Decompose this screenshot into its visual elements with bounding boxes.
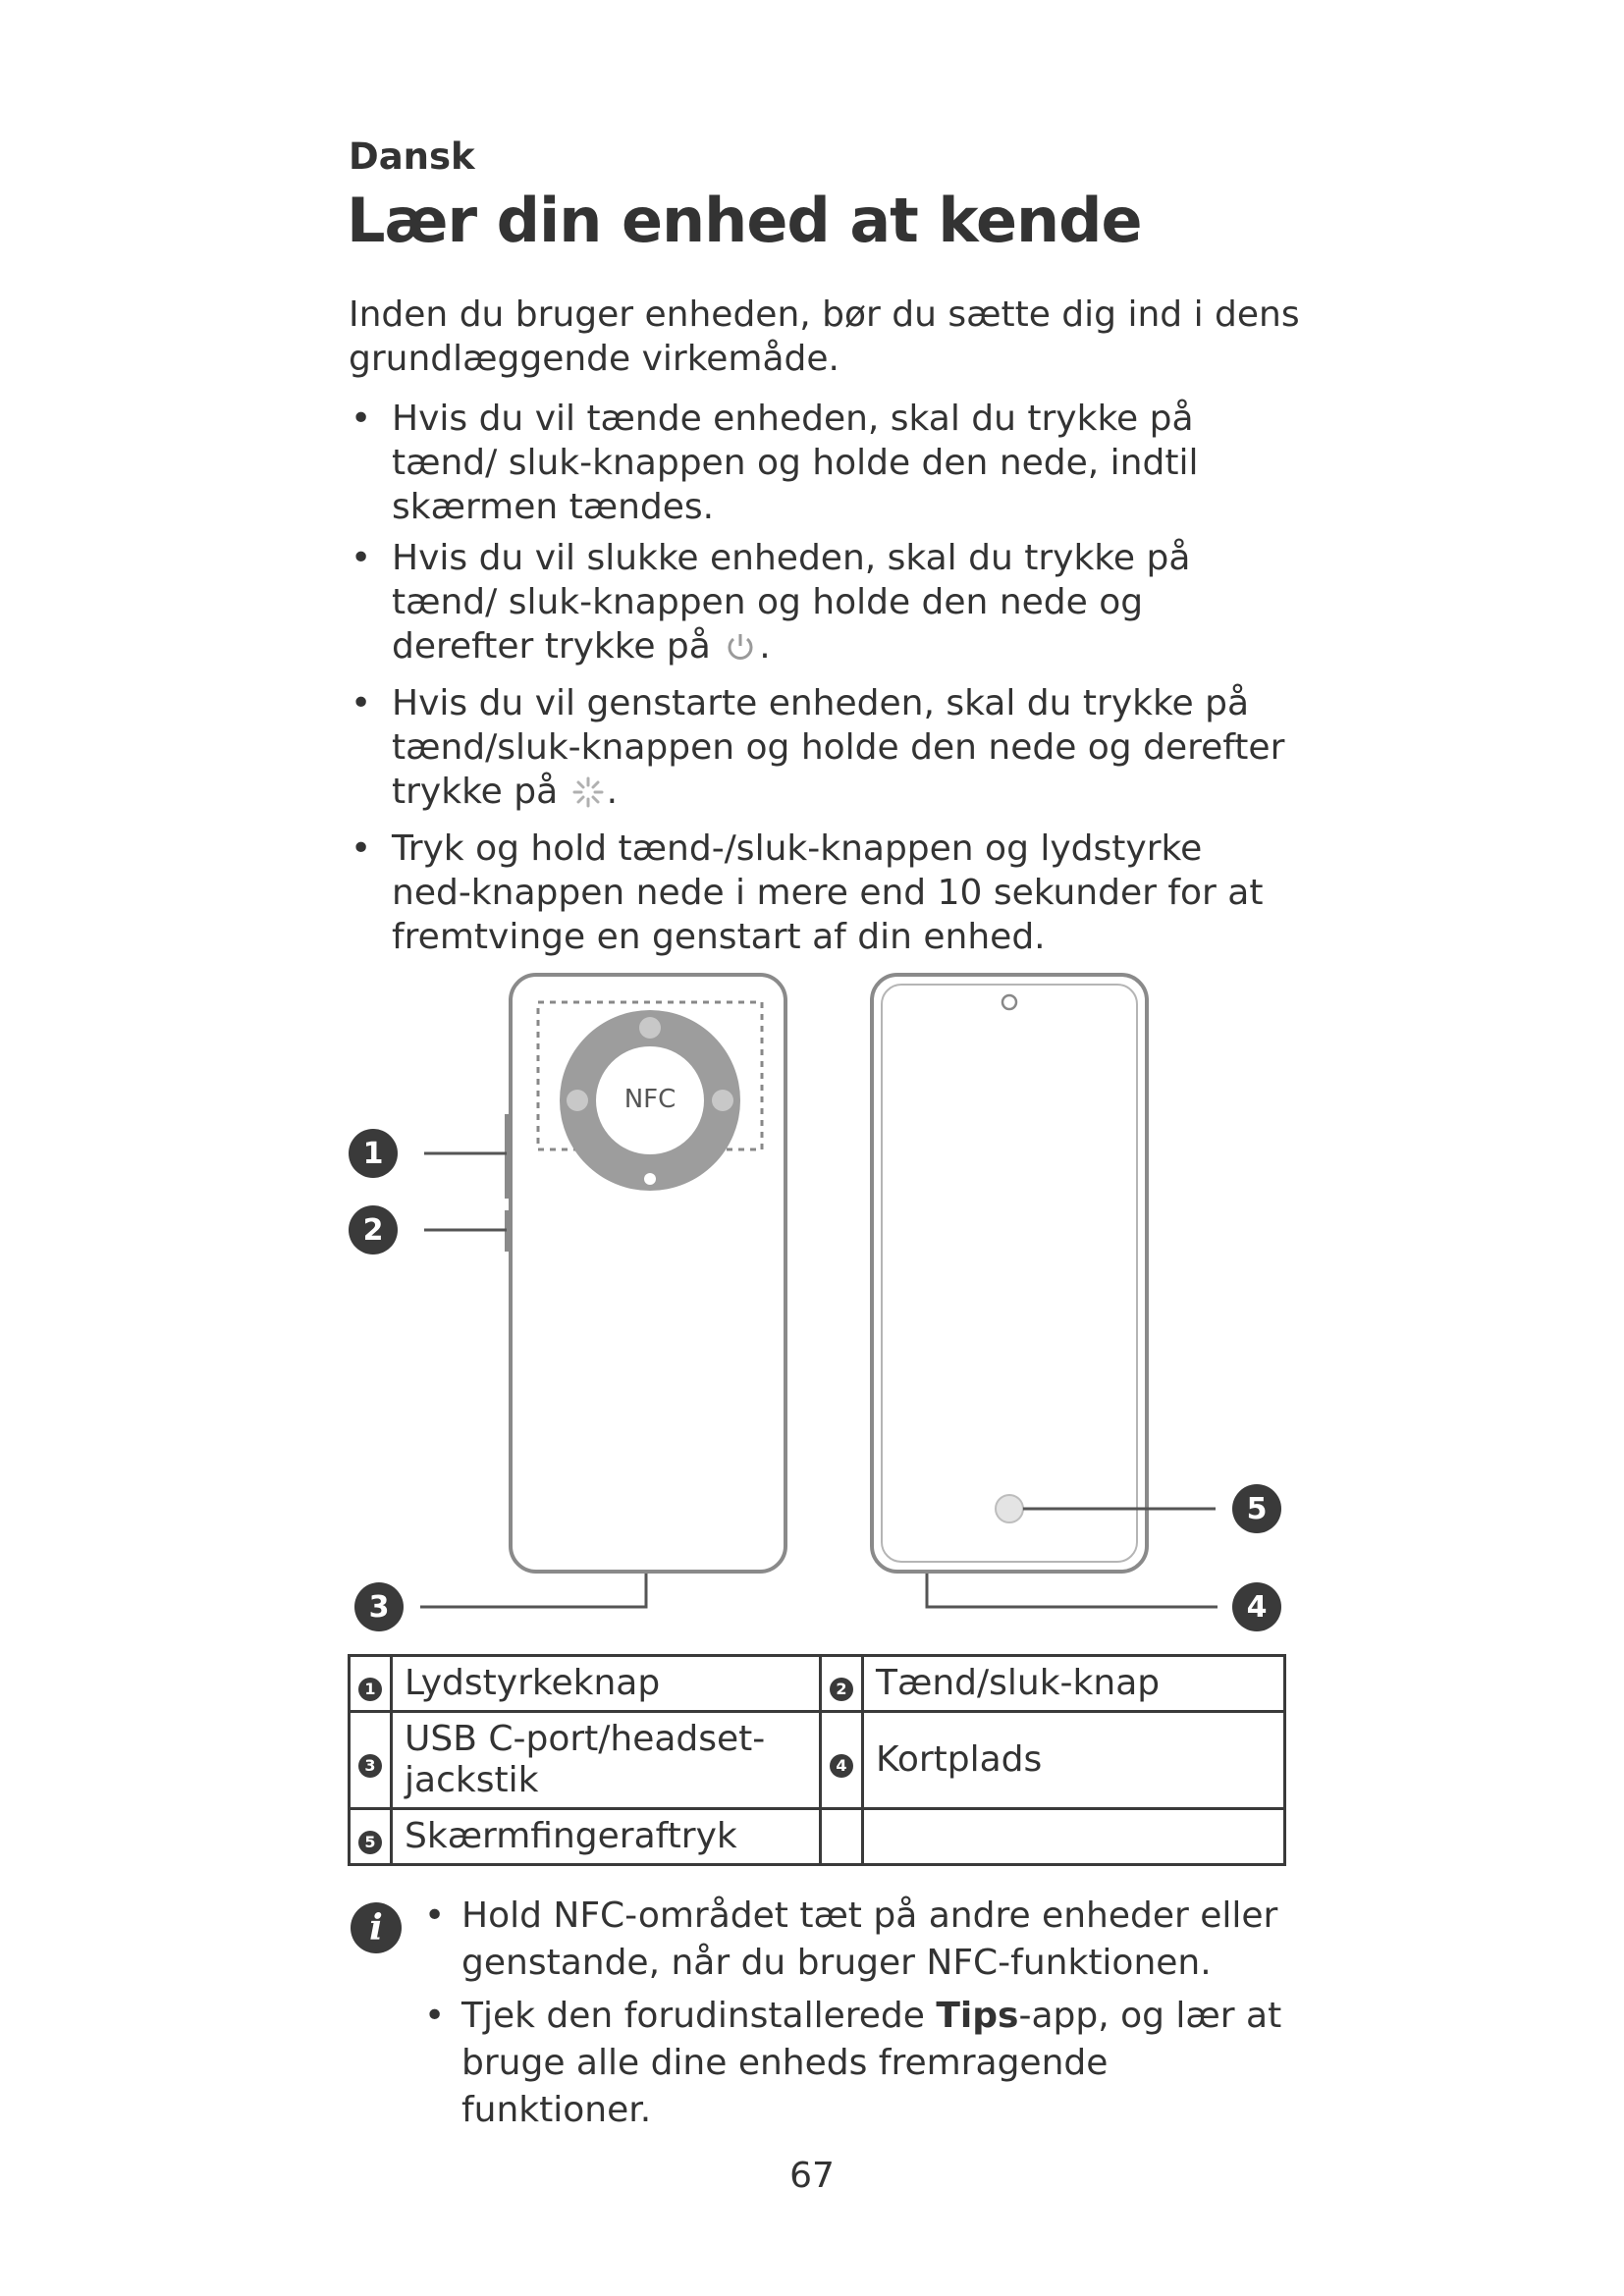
info-icon: i [351,1902,402,1953]
list-item [422,1993,1306,2134]
table-cell [863,1656,1285,1712]
intro-paragraph: Inden du bruger enheden, bør du sætte dig ind i dens grundlæggende virkemåde. [349,294,1300,379]
volume-button [505,1114,513,1199]
svg-text:2: 2 [362,1213,384,1248]
callout-1 [349,1129,398,1178]
tips-app-name: Tips [936,1996,1019,2036]
tips-note-start: Tjek den forudinstallerede [461,1996,937,2036]
force-restart-text: Tryk og hold tænd-/sluk-knappen og lydstyrke ned-knappen nede i mere end 10 sekunder for at fremtvinge en genstart af din enhed. [392,828,1264,957]
table-cell [392,1712,821,1809]
part-label: Kortplads [876,1739,1043,1780]
list-item [349,397,1291,529]
part-number-badge: 1 [358,1678,382,1701]
table-cell [821,1809,863,1865]
table-cell [863,1809,1285,1865]
nfc-note: Hold NFC-området tæt på andre enheder eller genstande, når du bruger NFC-funktionen. [461,1896,1278,1983]
power-icon [724,630,757,674]
parts-table [348,1654,1286,1866]
nfc-label: NFC [623,1085,677,1114]
part-number-badge: 5 [358,1831,382,1854]
table-cell [863,1712,1285,1809]
instruction-list [349,397,1291,966]
flash [644,1173,656,1185]
table-row [350,1712,1285,1809]
power-on-text: Hvis du vil tænde enheden, skal du trykke på tænd/ sluk-knappen og holde den nede, indtil skærmen tændes. [392,399,1199,527]
callout-3 [354,1582,404,1631]
table-cell [821,1656,863,1712]
restart-icon [571,775,605,820]
power-off-text: Hvis du vil slukke enheden, skal du trykke på tænd/ sluk-knappen og holde den nede og derefter trykke på [392,538,1191,667]
table-cell [350,1712,392,1809]
table-cell [821,1712,863,1809]
camera-lens [639,1017,661,1039]
list-item [349,536,1291,674]
page-title: Lær din enhed at kende [347,185,1142,256]
device-diagram [334,967,1296,1648]
table-row [350,1809,1285,1865]
table-cell [350,1809,392,1865]
language-label: Dansk [349,135,475,178]
callout-4 [1232,1582,1281,1631]
list-item [422,1893,1306,1987]
table-cell [392,1809,821,1865]
part-label: Skærmfingeraftryk [405,1816,737,1856]
svg-text:4: 4 [1246,1590,1268,1625]
svg-text:3: 3 [368,1590,390,1625]
restart-text: Hvis du vil genstarte enheden, skal du trykke på tænd/sluk-knappen og holde den nede og derefter trykke på [392,683,1285,812]
part-number-badge: 2 [830,1678,853,1701]
table-cell [350,1656,392,1712]
list-item [349,827,1291,959]
callout-2 [349,1205,398,1255]
list-item [349,681,1291,820]
part-label: Tænd/sluk-knap [876,1663,1161,1703]
table-cell [392,1656,821,1712]
camera-lens [567,1090,588,1111]
part-number-badge: 4 [830,1754,853,1778]
part-label: Lydstyrkeknap [405,1663,661,1703]
fingerprint-sensor [996,1495,1023,1522]
camera-lens [712,1090,733,1111]
notes-list [422,1893,1306,2140]
svg-text:5: 5 [1246,1492,1268,1526]
tips-note-end: -app, og lær at bruge alle dine enheds fremragende funktioner. [461,1996,1282,2130]
restart-end: . [606,772,619,812]
page-number: 67 [789,2156,835,2196]
callout-5 [1232,1484,1281,1533]
table-row [350,1656,1285,1712]
part-label: USB C-port/headset-jackstik [405,1719,766,1800]
power-off-end: . [759,626,771,667]
phone-front [872,975,1147,1572]
part-number-badge: 3 [358,1754,382,1778]
svg-text:1: 1 [362,1137,384,1171]
